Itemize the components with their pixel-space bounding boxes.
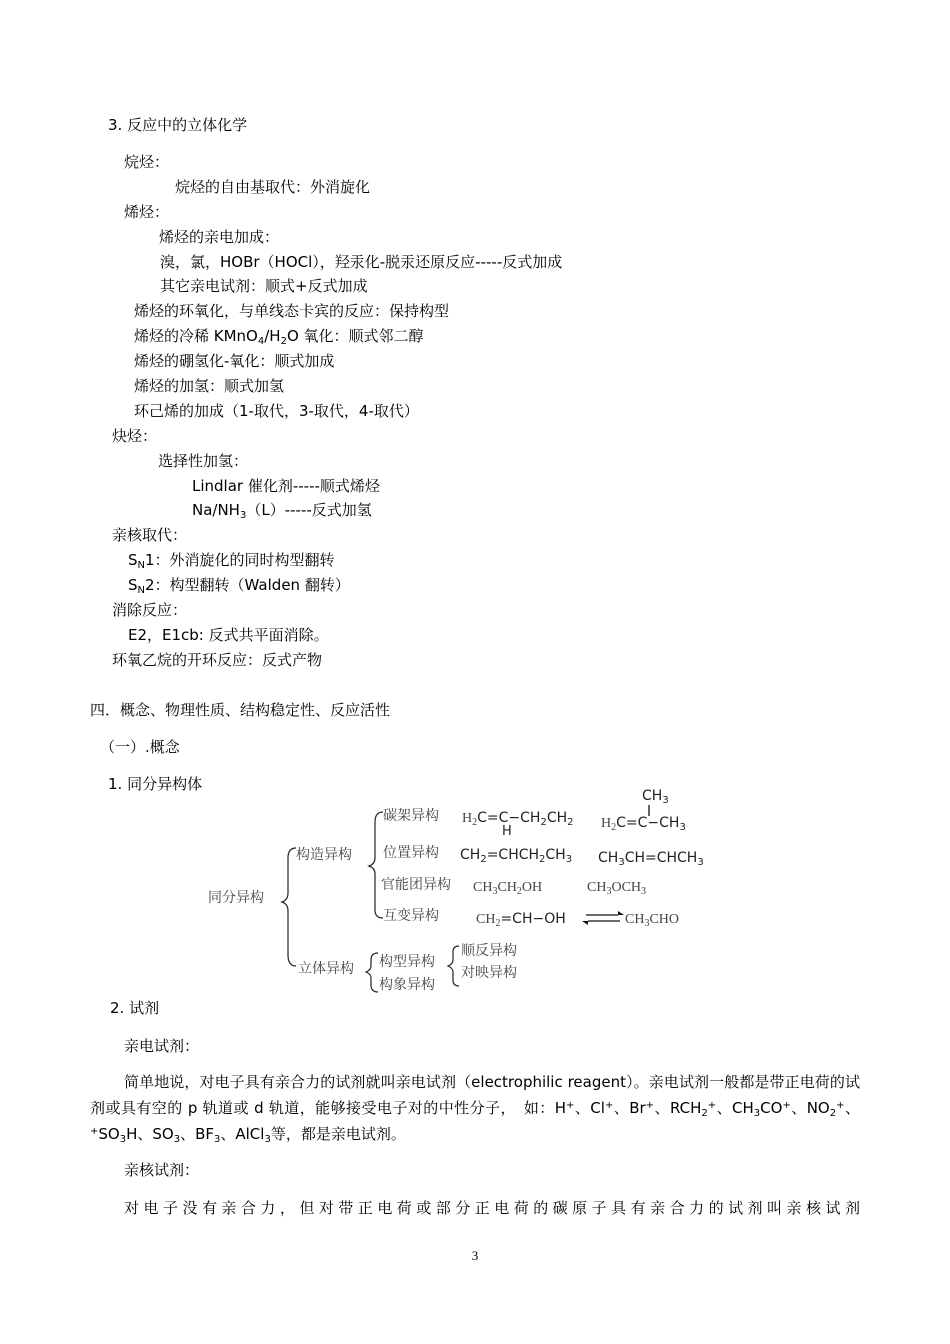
cyclohexene-line: 环己烯的加成（1-取代，3-取代，4-取代） bbox=[134, 402, 419, 420]
alkene-electrophilic-line: 烯烃的亲电加成： bbox=[159, 228, 280, 246]
tautomer-label: 互变异构 bbox=[383, 909, 439, 924]
section-4-title: 四．概念、物理性质、结构稳定性、反应活性 bbox=[90, 701, 391, 719]
stereo-label: 立体异构 bbox=[298, 962, 354, 977]
nucleophile-label: 亲核试剂： bbox=[124, 1161, 200, 1179]
structural-brace bbox=[369, 812, 383, 918]
epoxide-line: 环氧乙烷的开环反应：反式产物 bbox=[112, 651, 323, 669]
equilibrium-head-right bbox=[618, 911, 624, 915]
skeletal-formula-b: $H_2C=C-CH_3$ bbox=[601, 815, 686, 833]
position-formula-b: $CH_3CH=CHCH_3$ bbox=[598, 850, 704, 868]
alkyne-label: 炔烃： bbox=[112, 427, 158, 445]
skeletal-formula-a: $H_2C=C-CH_2CH_2$ bbox=[462, 810, 574, 828]
functional-formula-a: $CH_3CH_2OH$ bbox=[473, 880, 543, 897]
section-3-title: 3. 反应中的立体化学 bbox=[108, 116, 248, 134]
stereo-brace bbox=[366, 953, 378, 992]
conformational-label: 构象异构 bbox=[379, 978, 435, 993]
alkene-hydroboration-line: 烯烃的硼氢化-氧化：顺式加成 bbox=[134, 352, 335, 370]
page-number: 3 bbox=[471, 1248, 479, 1263]
alkane-label: 烷烃： bbox=[124, 153, 170, 171]
isomer-title: 1. 同分异构体 bbox=[108, 775, 203, 793]
skeletal-label: 碳架异构 bbox=[383, 809, 439, 824]
enantiomer-label: 对映异构 bbox=[461, 966, 517, 981]
skeletal-ch3-top: $CH_3$ bbox=[642, 788, 669, 806]
nanh3-line: $Na/NH_3(L)-----$反式加氢 bbox=[192, 501, 372, 521]
nucleophile-paragraph: 对电子没有亲合力，但对带正电荷或部分正电荷的碳原子具有亲合力的试剂叫亲核试剂 bbox=[124, 1199, 860, 1217]
position-label: 位置异构 bbox=[383, 846, 439, 861]
sn2-line: $S_N2$：构型翻转（Walden 翻转） bbox=[128, 576, 350, 596]
elimination-label: 消除反应： bbox=[112, 601, 188, 619]
structural-label: 构造异构 bbox=[296, 848, 352, 863]
nucleophilic-label: 亲核取代： bbox=[112, 526, 188, 544]
sn1-line: $S_N1$：外消旋化的同时构型翻转 bbox=[128, 551, 335, 571]
functional-label: 官能团异构 bbox=[381, 878, 451, 893]
conformation-brace bbox=[448, 946, 459, 986]
skeletal-h-below: H bbox=[502, 824, 512, 839]
alkane-radical-line: 烷烃的自由基取代：外消旋化 bbox=[175, 178, 371, 196]
configurational-label: 构型异构 bbox=[379, 955, 435, 970]
reagent-title: 2. 试剂 bbox=[110, 999, 160, 1017]
elimination-e2-line: E2，E1cb: 反式共平面消除。 bbox=[128, 626, 329, 644]
alkene-others-line: 其它亲电试剂：顺式+反式加成 bbox=[160, 277, 368, 295]
tautomer-formula-a: $CH_2=CH-OH$ bbox=[476, 911, 566, 929]
alkene-kmno4-line: 烯烃的冷稀 $KMnO_4/H_2O$ 氧化：顺式邻二醇 bbox=[134, 327, 424, 347]
alkyne-selective-line: 选择性加氢： bbox=[158, 452, 249, 470]
lindlar-line: Lindlar 催化剂-----顺式烯烃 bbox=[192, 477, 380, 495]
electrophile-label: 亲电试剂： bbox=[124, 1037, 200, 1055]
alkene-label: 烯烃： bbox=[124, 203, 170, 221]
alkene-hydrogenation-line: 烯烃的加氢：顺式加氢 bbox=[134, 377, 285, 395]
equilibrium-head-left bbox=[582, 921, 588, 925]
alkene-bromine-line: 溴，氯，HOBr（HOCl），羟汞化-脱汞还原反应-----反式加成 bbox=[160, 253, 563, 271]
tautomer-formula-b: $CH_3CHO$ bbox=[625, 912, 680, 929]
electrophile-paragraph: 简单地说，对电子具有亲合力的试剂就叫亲电试剂（electrophilic reagent）。亲电试剂一般都是带正电荷的试剂或具有空的 p 轨道或 d 轨道，能够接受电子对的中性分子， 如：H+、Cl+、Br+、$RCH_2^+$、$CH_3CO^+$、$NO_2^+$、$^+SO_3H$、$SO_3$、$BF_3$、AlCl$_3$等，都是亲电试剂。 bbox=[90, 1073, 860, 1145]
alkene-epoxidation-line: 烯烃的环氧化，与单线态卡宾的反应：保持构型 bbox=[134, 302, 450, 320]
root-brace bbox=[282, 848, 296, 966]
subsection-1-title: （一）.概念 bbox=[100, 738, 180, 756]
root-label: 同分异构 bbox=[208, 891, 264, 906]
functional-formula-b: $CH_3OCH_3$ bbox=[587, 880, 647, 897]
position-formula-a: $CH_2=CHCH_2CH_3$ bbox=[460, 847, 573, 865]
cis-trans-label: 顺反异构 bbox=[461, 944, 517, 959]
